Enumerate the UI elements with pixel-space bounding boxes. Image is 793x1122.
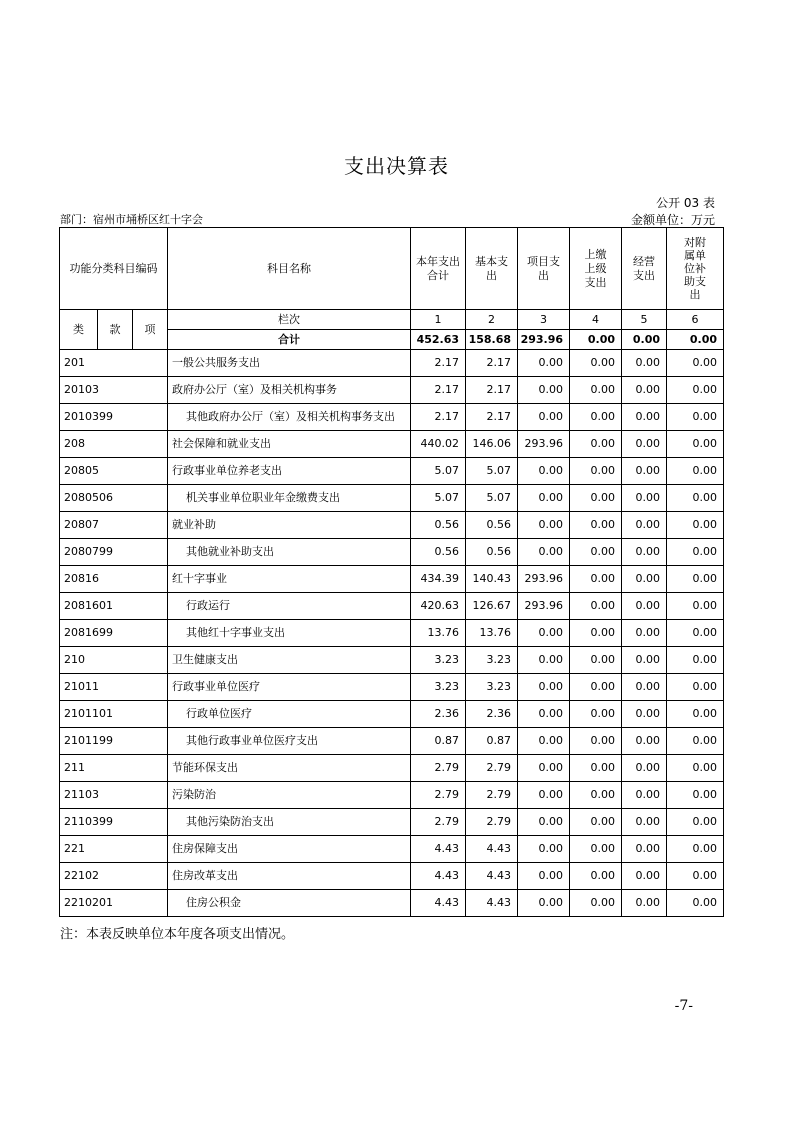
- row-value: 0.00: [518, 647, 570, 674]
- row-value: 0.00: [518, 674, 570, 701]
- total-value: 0.00: [622, 330, 667, 350]
- table-row: [60, 728, 724, 755]
- row-name: 行政运行: [168, 593, 411, 620]
- row-value: 0.00: [518, 485, 570, 512]
- row-name: 社会保障和就业支出: [168, 431, 411, 458]
- row-value: 3.23: [411, 674, 466, 701]
- row-code: 221: [60, 836, 168, 863]
- row-value: 5.07: [411, 458, 466, 485]
- row-name: 机关事业单位职业年金缴费支出: [168, 485, 411, 512]
- row-value: 0.00: [667, 809, 724, 836]
- row-value: 0.00: [570, 512, 622, 539]
- row-value: 0.00: [570, 566, 622, 593]
- row-value: 0.00: [667, 620, 724, 647]
- row-value: 0.00: [667, 701, 724, 728]
- row-value: 0.00: [570, 647, 622, 674]
- row-value: 13.76: [411, 620, 466, 647]
- page-number: -7-: [674, 998, 693, 1014]
- row-value: 0.00: [518, 350, 570, 377]
- row-value: 0.00: [518, 755, 570, 782]
- row-value: 0.00: [570, 782, 622, 809]
- row-value: 2.79: [466, 782, 518, 809]
- row-value: 0.00: [570, 674, 622, 701]
- row-value: 2.17: [411, 377, 466, 404]
- row-value: 0.00: [667, 512, 724, 539]
- row-code: 20807: [60, 512, 168, 539]
- row-value: 0.00: [570, 431, 622, 458]
- row-code: 2081601: [60, 593, 168, 620]
- amount-unit-label: 金额单位：万元: [630, 213, 715, 227]
- row-value: 0.56: [411, 512, 466, 539]
- header-col-4: 上缴上级支出: [570, 228, 622, 310]
- row-value: 0.00: [667, 350, 724, 377]
- table-row: [60, 890, 724, 917]
- table-row: [60, 566, 724, 593]
- row-value: 434.39: [411, 566, 466, 593]
- row-value: 0.00: [570, 809, 622, 836]
- row-value: 0.00: [667, 674, 724, 701]
- table-row: [60, 593, 724, 620]
- table-row: [60, 377, 724, 404]
- row-value: 0.00: [622, 647, 667, 674]
- total-value: 293.96: [518, 330, 570, 350]
- row-code: 210: [60, 647, 168, 674]
- row-value: 0.00: [622, 539, 667, 566]
- row-name: 节能环保支出: [168, 755, 411, 782]
- row-value: 0.00: [622, 863, 667, 890]
- row-value: 0.00: [622, 404, 667, 431]
- expenditure-table: [59, 227, 724, 917]
- header-col-2: 基本支出: [466, 228, 518, 310]
- row-code: 211: [60, 755, 168, 782]
- row-value: 2.36: [466, 701, 518, 728]
- row-value: 0.00: [518, 404, 570, 431]
- header-col-5: 经营支出: [622, 228, 667, 310]
- header-col-6: 对附属单位补助支出: [667, 228, 724, 310]
- table-row: [60, 836, 724, 863]
- row-value: 0.87: [466, 728, 518, 755]
- row-value: 126.67: [466, 593, 518, 620]
- row-value: 0.00: [570, 404, 622, 431]
- row-value: 0.00: [667, 485, 724, 512]
- row-value: 2.79: [466, 809, 518, 836]
- row-name: 其他行政事业单位医疗支出: [168, 728, 411, 755]
- footnote: 注：本表反映单位本年度各项支出情况。: [60, 927, 295, 942]
- row-value: 0.00: [667, 593, 724, 620]
- table-row: [60, 350, 724, 377]
- row-value: 0.00: [622, 593, 667, 620]
- row-code: 2101101: [60, 701, 168, 728]
- row-value: 0.00: [622, 809, 667, 836]
- row-code: 2080506: [60, 485, 168, 512]
- table-row: [60, 458, 724, 485]
- row-value: 0.00: [518, 836, 570, 863]
- row-code: 201: [60, 350, 168, 377]
- row-value: 0.00: [622, 728, 667, 755]
- row-code: 20816: [60, 566, 168, 593]
- row-code: 2101199: [60, 728, 168, 755]
- row-value: 0.00: [667, 404, 724, 431]
- row-value: 2.17: [466, 377, 518, 404]
- row-value: 13.76: [466, 620, 518, 647]
- row-code: 2210201: [60, 890, 168, 917]
- row-value: 0.00: [667, 863, 724, 890]
- row-value: 0.00: [622, 755, 667, 782]
- row-value: 0.00: [667, 755, 724, 782]
- row-code: 2080799: [60, 539, 168, 566]
- row-value: 4.43: [466, 890, 518, 917]
- row-value: 0.56: [466, 539, 518, 566]
- row-value: 4.43: [466, 836, 518, 863]
- row-name: 其他污染防治支出: [168, 809, 411, 836]
- row-value: 5.07: [466, 458, 518, 485]
- row-value: 0.00: [667, 647, 724, 674]
- row-value: 2.17: [466, 350, 518, 377]
- row-value: 0.00: [570, 863, 622, 890]
- row-code: 22102: [60, 863, 168, 890]
- row-value: 0.00: [518, 890, 570, 917]
- table-row: [60, 701, 724, 728]
- table-row: [60, 539, 724, 566]
- page-title: 支出决算表: [344, 154, 449, 178]
- total-value: 0.00: [570, 330, 622, 350]
- header-col-1: 本年支出合计: [411, 228, 466, 310]
- row-value: 0.56: [411, 539, 466, 566]
- row-code: 21103: [60, 782, 168, 809]
- row-value: 0.00: [570, 350, 622, 377]
- row-value: 2.79: [411, 809, 466, 836]
- row-value: 440.02: [411, 431, 466, 458]
- row-name: 行政事业单位医疗: [168, 674, 411, 701]
- row-value: 4.43: [466, 863, 518, 890]
- table-row: [60, 863, 724, 890]
- row-value: 293.96: [518, 593, 570, 620]
- row-value: 0.00: [622, 836, 667, 863]
- row-code: 20103: [60, 377, 168, 404]
- col-num-3: 3: [518, 310, 570, 330]
- col-num-2: 2: [466, 310, 518, 330]
- col-num-5: 5: [622, 310, 667, 330]
- row-value: 0.00: [667, 566, 724, 593]
- row-value: 2.17: [466, 404, 518, 431]
- row-value: 0.00: [518, 377, 570, 404]
- header-kuan: 款: [98, 310, 133, 350]
- row-name: 政府办公厅（室）及相关机构事务: [168, 377, 411, 404]
- table-row: [60, 755, 724, 782]
- row-value: 0.00: [518, 863, 570, 890]
- total-value: 0.00: [667, 330, 724, 350]
- form-number: 公开 03 表: [656, 196, 715, 210]
- column-number-row: [60, 310, 724, 330]
- row-value: 0.00: [518, 728, 570, 755]
- row-value: 0.00: [667, 458, 724, 485]
- row-value: 293.96: [518, 566, 570, 593]
- row-value: 2.79: [411, 755, 466, 782]
- row-value: 0.56: [466, 512, 518, 539]
- row-code: 208: [60, 431, 168, 458]
- table-row: [60, 485, 724, 512]
- row-name: 其他就业补助支出: [168, 539, 411, 566]
- row-value: 0.00: [667, 539, 724, 566]
- row-value: 4.43: [411, 836, 466, 863]
- row-value: 2.79: [411, 782, 466, 809]
- table-row: [60, 674, 724, 701]
- row-value: 0.00: [570, 539, 622, 566]
- row-value: 0.00: [570, 620, 622, 647]
- row-value: 293.96: [518, 431, 570, 458]
- row-value: 0.00: [570, 728, 622, 755]
- row-value: 3.23: [466, 674, 518, 701]
- row-value: 2.79: [466, 755, 518, 782]
- col-num-4: 4: [570, 310, 622, 330]
- row-value: 0.00: [622, 377, 667, 404]
- total-value: 158.68: [466, 330, 518, 350]
- table-row: [60, 647, 724, 674]
- row-value: 2.17: [411, 404, 466, 431]
- row-name: 住房公积金: [168, 890, 411, 917]
- row-value: 0.87: [411, 728, 466, 755]
- row-value: 0.00: [518, 539, 570, 566]
- row-name: 行政单位医疗: [168, 701, 411, 728]
- table-row: [60, 404, 724, 431]
- row-value: 420.63: [411, 593, 466, 620]
- row-name: 行政事业单位养老支出: [168, 458, 411, 485]
- row-value: 0.00: [518, 512, 570, 539]
- table-row: [60, 512, 724, 539]
- row-name: 卫生健康支出: [168, 647, 411, 674]
- row-code: 20805: [60, 458, 168, 485]
- row-value: 3.23: [411, 647, 466, 674]
- row-value: 5.07: [411, 485, 466, 512]
- row-value: 0.00: [570, 377, 622, 404]
- row-value: 0.00: [667, 377, 724, 404]
- table-row: [60, 431, 724, 458]
- row-value: 0.00: [570, 701, 622, 728]
- row-code: 2010399: [60, 404, 168, 431]
- row-value: 0.00: [622, 458, 667, 485]
- row-value: 0.00: [622, 701, 667, 728]
- row-name: 红十字事业: [168, 566, 411, 593]
- row-code: 2110399: [60, 809, 168, 836]
- table-row: [60, 620, 724, 647]
- row-value: 0.00: [518, 809, 570, 836]
- table-row: [60, 809, 724, 836]
- row-value: 5.07: [466, 485, 518, 512]
- row-value: 0.00: [518, 620, 570, 647]
- row-value: 0.00: [570, 593, 622, 620]
- row-value: 0.00: [570, 755, 622, 782]
- department-label: 部门：宿州市埇桥区红十字会: [60, 213, 203, 226]
- row-value: 0.00: [622, 782, 667, 809]
- row-value: 146.06: [466, 431, 518, 458]
- total-label: 合计: [168, 330, 411, 350]
- row-value: 0.00: [667, 431, 724, 458]
- row-value: 140.43: [466, 566, 518, 593]
- row-value: 0.00: [622, 512, 667, 539]
- row-value: 0.00: [667, 890, 724, 917]
- row-value: 0.00: [622, 431, 667, 458]
- header-col-3: 项目支出: [518, 228, 570, 310]
- total-value: 452.63: [411, 330, 466, 350]
- header-code: 功能分类科目编码: [60, 228, 168, 310]
- row-name: 一般公共服务支出: [168, 350, 411, 377]
- row-value: 0.00: [667, 836, 724, 863]
- row-value: 0.00: [518, 701, 570, 728]
- row-name: 污染防治: [168, 782, 411, 809]
- row-value: 0.00: [622, 674, 667, 701]
- row-code: 2081699: [60, 620, 168, 647]
- header-row: [60, 228, 724, 310]
- header-lei: 类: [60, 310, 98, 350]
- row-value: 0.00: [622, 620, 667, 647]
- row-value: 0.00: [518, 782, 570, 809]
- header-xiang: 项: [133, 310, 168, 350]
- row-value: 3.23: [466, 647, 518, 674]
- row-value: 0.00: [518, 458, 570, 485]
- col-num-6: 6: [667, 310, 724, 330]
- row-value: 2.36: [411, 701, 466, 728]
- row-value: 0.00: [667, 728, 724, 755]
- header-lanci: 栏次: [168, 310, 411, 330]
- row-value: 0.00: [570, 458, 622, 485]
- row-name: 其他政府办公厅（室）及相关机构事务支出: [168, 404, 411, 431]
- col-num-1: 1: [411, 310, 466, 330]
- row-value: 4.43: [411, 863, 466, 890]
- row-value: 2.17: [411, 350, 466, 377]
- row-code: 21011: [60, 674, 168, 701]
- row-value: 4.43: [411, 890, 466, 917]
- row-value: 0.00: [622, 566, 667, 593]
- row-name: 住房保障支出: [168, 836, 411, 863]
- row-value: 0.00: [570, 890, 622, 917]
- row-value: 0.00: [570, 485, 622, 512]
- row-name: 其他红十字事业支出: [168, 620, 411, 647]
- row-name: 就业补助: [168, 512, 411, 539]
- row-value: 0.00: [570, 836, 622, 863]
- row-value: 0.00: [622, 485, 667, 512]
- header-name: 科目名称: [168, 228, 411, 310]
- table-row: [60, 782, 724, 809]
- row-value: 0.00: [622, 350, 667, 377]
- row-value: 0.00: [622, 890, 667, 917]
- row-name: 住房改革支出: [168, 863, 411, 890]
- row-value: 0.00: [667, 782, 724, 809]
